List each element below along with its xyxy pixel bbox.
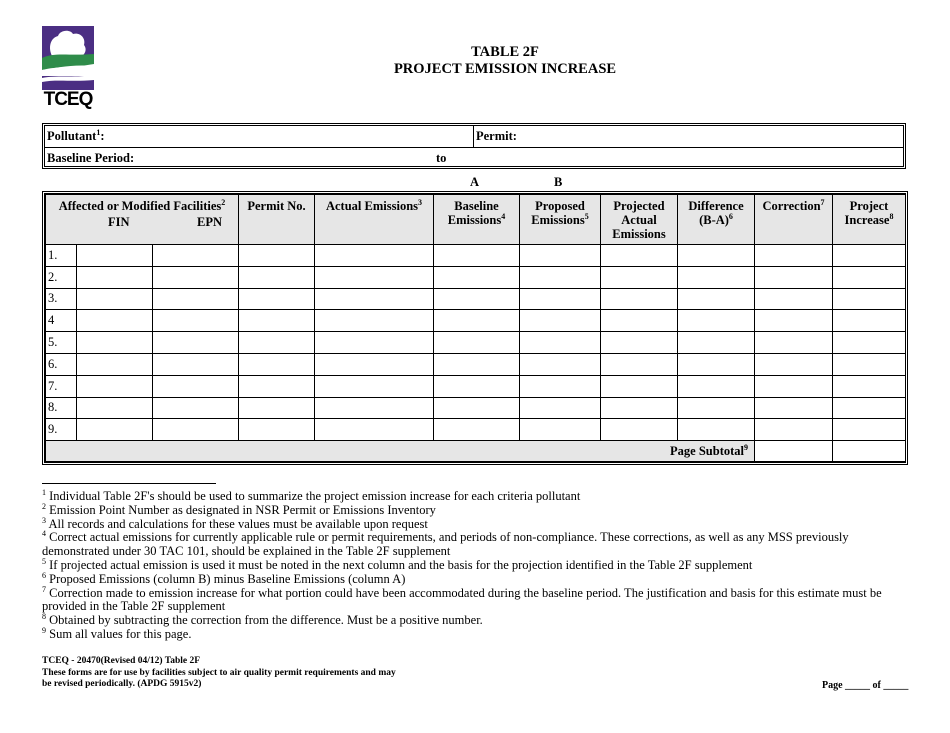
projected-actual-cell[interactable] [601, 397, 678, 419]
project-increase-cell[interactable] [833, 310, 906, 332]
row-number: 3. [46, 288, 77, 310]
proposed-emissions-cell[interactable] [520, 353, 601, 375]
footnote-number: 8 [42, 612, 46, 622]
form-subtitle: PROJECT EMISSION INCREASE [393, 61, 617, 77]
pollutant-field[interactable]: Pollutant$^1$: [47, 127, 105, 143]
projected-actual-cell[interactable] [601, 353, 678, 375]
projected-actual-cell[interactable] [601, 310, 678, 332]
correction-cell[interactable] [755, 266, 833, 288]
difference-cell[interactable] [678, 310, 755, 332]
table-header-row [46, 195, 906, 245]
projected-actual-cell[interactable] [601, 245, 678, 267]
column-letter-b: B [554, 175, 563, 189]
correction-cell[interactable] [755, 419, 833, 441]
difference-cell[interactable] [678, 419, 755, 441]
actual-emissions-cell[interactable] [315, 397, 434, 419]
proposed-emissions-cell[interactable] [520, 310, 601, 332]
footnote [42, 584, 908, 615]
correction-cell[interactable] [755, 332, 833, 354]
footnote-text: Obtained by subtracting the correction from the difference. Must be a positive number. [49, 613, 483, 628]
row-number: 6. [46, 353, 77, 375]
footnote-text: All records and calculations for these values must be available upon request [48, 516, 428, 531]
correction-cell[interactable] [755, 353, 833, 375]
footer-note-1: These forms are for use by facilities subject to air quality permit requirements and may [42, 667, 396, 678]
table-row [46, 288, 906, 310]
permit-no-cell[interactable] [239, 419, 315, 441]
epn-cell[interactable] [153, 397, 239, 419]
fin-cell[interactable] [77, 310, 153, 332]
footnote-number: 2 [42, 501, 46, 511]
row-number: 7. [46, 375, 77, 397]
actual-emissions-cell[interactable] [315, 288, 434, 310]
table-row [46, 245, 906, 267]
baseline-period-to-label: to [436, 151, 447, 165]
footnote-text: Emission Point Number as designated in NSR Permit or Emissions Inventory [49, 502, 436, 517]
footnote-number: 7 [42, 584, 46, 594]
project-increase-cell[interactable] [833, 245, 906, 267]
epn-cell[interactable] [153, 266, 239, 288]
baseline-emissions-cell[interactable] [434, 419, 520, 441]
emission-table [42, 191, 908, 465]
logo-text: TCEQ [43, 89, 93, 110]
fin-cell[interactable] [77, 353, 153, 375]
actual-emissions-cell[interactable] [315, 353, 434, 375]
footnote-number: 4 [42, 529, 46, 539]
project-increase-cell[interactable] [833, 288, 906, 310]
projected-actual-cell[interactable] [601, 375, 678, 397]
baseline-emissions-cell[interactable] [434, 375, 520, 397]
epn-cell[interactable] [153, 419, 239, 441]
projected-actual-cell[interactable] [601, 419, 678, 441]
fin-cell[interactable] [77, 288, 153, 310]
permit-no-cell[interactable] [239, 266, 315, 288]
epn-cell[interactable] [153, 310, 239, 332]
footnote-text: Proposed Emissions (column B) minus Baseline Emissions (column A) [49, 571, 406, 586]
header-divider [45, 147, 903, 148]
epn-cell[interactable] [153, 375, 239, 397]
epn-cell[interactable] [153, 353, 239, 375]
footnote-text: Individual Table 2F's should be used to summarize the project emission increase for each criteria pollutant [49, 489, 581, 503]
form-id: TCEQ - 20470(Revised 04/12) Table 2F [42, 656, 201, 666]
difference-cell[interactable] [678, 397, 755, 419]
difference-cell[interactable] [678, 332, 755, 354]
epn-cell[interactable] [153, 245, 239, 267]
footnote-divider [42, 483, 216, 484]
fin-cell[interactable] [77, 419, 153, 441]
fin-cell[interactable] [77, 375, 153, 397]
footnote-number: 3 [42, 515, 46, 525]
difference-cell[interactable] [678, 375, 755, 397]
correction-header: Correction$^7$ [755, 195, 833, 245]
baseline-emissions-cell[interactable] [434, 288, 520, 310]
project-increase-cell[interactable] [833, 397, 906, 419]
projected-actual-cell[interactable] [601, 288, 678, 310]
correction-cell[interactable] [755, 397, 833, 419]
project-increase-cell[interactable] [833, 353, 906, 375]
fin-cell[interactable] [77, 266, 153, 288]
footnote [42, 570, 908, 587]
proposed-emissions-cell[interactable] [520, 332, 601, 354]
permit-no-header: Permit No. [239, 195, 315, 245]
baseline-emissions-cell[interactable] [434, 310, 520, 332]
proposed-emissions-cell[interactable] [520, 397, 601, 419]
subtotal-correction-cell[interactable] [755, 441, 833, 462]
footnote [42, 614, 908, 628]
projected-actual-cell[interactable] [601, 266, 678, 288]
actual-emissions-cell[interactable] [315, 245, 434, 267]
proposed-emissions-cell[interactable] [520, 419, 601, 441]
project-increase-cell[interactable] [833, 375, 906, 397]
row-number: 8. [46, 397, 77, 419]
baseline-emissions-cell[interactable] [434, 353, 520, 375]
permit-no-cell[interactable] [239, 332, 315, 354]
difference-cell[interactable] [678, 266, 755, 288]
projected-actual-cell[interactable] [601, 332, 678, 354]
fin-header: FIN [108, 215, 130, 229]
difference-header: Difference $(B-A)^6$ [678, 195, 755, 245]
header-form-box [42, 123, 906, 169]
footnote-number: 6 [42, 570, 46, 580]
baseline-period-field[interactable] [47, 151, 134, 166]
table-row [46, 397, 906, 419]
baseline-period-label: Baseline Period: [47, 151, 135, 165]
footer-note-2: be revised periodically. (APDG 5915v2) [42, 679, 202, 689]
actual-emissions-cell[interactable] [315, 419, 434, 441]
footnote [42, 556, 908, 573]
table-row [46, 332, 906, 354]
row-number: 9. [46, 419, 77, 441]
footnote-text: Correct actual emissions for currently applicable rule or permit requirements, and periods of non-compliance. These corrections, as well as any MSS previously demonstrated under 30 TAC 101, should be explained in the Table 2F supplement [42, 530, 849, 559]
affected-facilities-header: Affected or Modified Facilities$^2$ FIN EPN [46, 195, 239, 245]
footnote [42, 625, 908, 642]
difference-cell[interactable] [678, 288, 755, 310]
actual-emissions-cell[interactable] [315, 310, 434, 332]
column-letter-a: A [470, 175, 480, 189]
form-footer [42, 656, 462, 691]
page-number: Page _____ of _____ [822, 680, 909, 691]
correction-cell[interactable] [755, 245, 833, 267]
footnote-number: 1 [42, 487, 46, 497]
pollutant-label: Pollutant [47, 129, 97, 143]
fin-cell[interactable] [77, 332, 153, 354]
footnote [42, 501, 908, 518]
footnote [42, 531, 908, 559]
actual-emissions-header: Actual Emissions$^3$ [315, 195, 434, 245]
projected-actual-emissions-header: Projected Actual Emissions [601, 195, 678, 245]
permit-no-cell[interactable] [239, 397, 315, 419]
baseline-emissions-cell[interactable] [434, 332, 520, 354]
table-row [46, 419, 906, 441]
epn-cell[interactable] [153, 288, 239, 310]
permit-no-cell[interactable] [239, 353, 315, 375]
row-number: 2. [46, 266, 77, 288]
project-increase-cell[interactable] [833, 332, 906, 354]
baseline-emissions-cell[interactable] [434, 245, 520, 267]
permit-no-cell[interactable] [239, 310, 315, 332]
table-row [46, 310, 906, 332]
permit-field[interactable] [476, 129, 517, 144]
proposed-emissions-cell[interactable] [520, 375, 601, 397]
fin-cell[interactable] [77, 245, 153, 267]
proposed-emissions-cell[interactable] [520, 245, 601, 267]
row-number: 5. [46, 332, 77, 354]
row-number: 1. [46, 245, 77, 267]
footnote-number: 9 [42, 625, 46, 635]
page-subtotal-label: Page Subtotal$^9$ [46, 441, 755, 462]
baseline-emissions-cell[interactable] [434, 397, 520, 419]
project-increase-cell[interactable] [833, 419, 906, 441]
correction-cell[interactable] [755, 288, 833, 310]
table-row [46, 353, 906, 375]
correction-cell[interactable] [755, 310, 833, 332]
correction-cell[interactable] [755, 375, 833, 397]
footnote-text: Correction made to emission increase for what portion could have been accommodated during the baseline period. The justification and basis for this estimate must be provided in the Table 2F supplement [42, 585, 882, 614]
difference-cell[interactable] [678, 353, 755, 375]
table-row [46, 266, 906, 288]
permit-no-cell[interactable] [239, 375, 315, 397]
actual-emissions-cell[interactable] [315, 266, 434, 288]
fin-cell[interactable] [77, 397, 153, 419]
footnotes [42, 487, 908, 642]
footnote-number: 5 [42, 556, 46, 566]
footnote-text: If projected actual emission is used it must be noted in the next column and the basis for the projection identified in the Table 2F supplement [49, 557, 753, 572]
epn-header: EPN [197, 215, 222, 229]
proposed-emissions-header: Proposed Emissions$^5$ [520, 195, 601, 245]
permit-no-cell[interactable] [239, 245, 315, 267]
permit-label: Permit: [476, 129, 517, 143]
baseline-emissions-cell[interactable] [434, 266, 520, 288]
form-title: TABLE 2F [471, 44, 539, 60]
header-column-divider [473, 126, 474, 147]
project-increase-header: Project Increase$^8$ [833, 195, 906, 245]
footnote-text: Sum all values for this page. [49, 626, 192, 641]
subtotal-project-increase-cell[interactable] [833, 441, 906, 462]
actual-emissions-cell[interactable] [315, 332, 434, 354]
proposed-emissions-cell[interactable] [520, 288, 601, 310]
proposed-emissions-cell[interactable] [520, 266, 601, 288]
page-subtotal-row [46, 441, 906, 462]
epn-cell[interactable] [153, 332, 239, 354]
baseline-emissions-header: Baseline Emissions$^4$ [434, 195, 520, 245]
difference-cell[interactable] [678, 245, 755, 267]
row-number: 4 [46, 310, 77, 332]
project-increase-cell[interactable] [833, 266, 906, 288]
permit-no-cell[interactable] [239, 288, 315, 310]
footnote [42, 487, 908, 504]
table-row [46, 375, 906, 397]
actual-emissions-cell[interactable] [315, 375, 434, 397]
